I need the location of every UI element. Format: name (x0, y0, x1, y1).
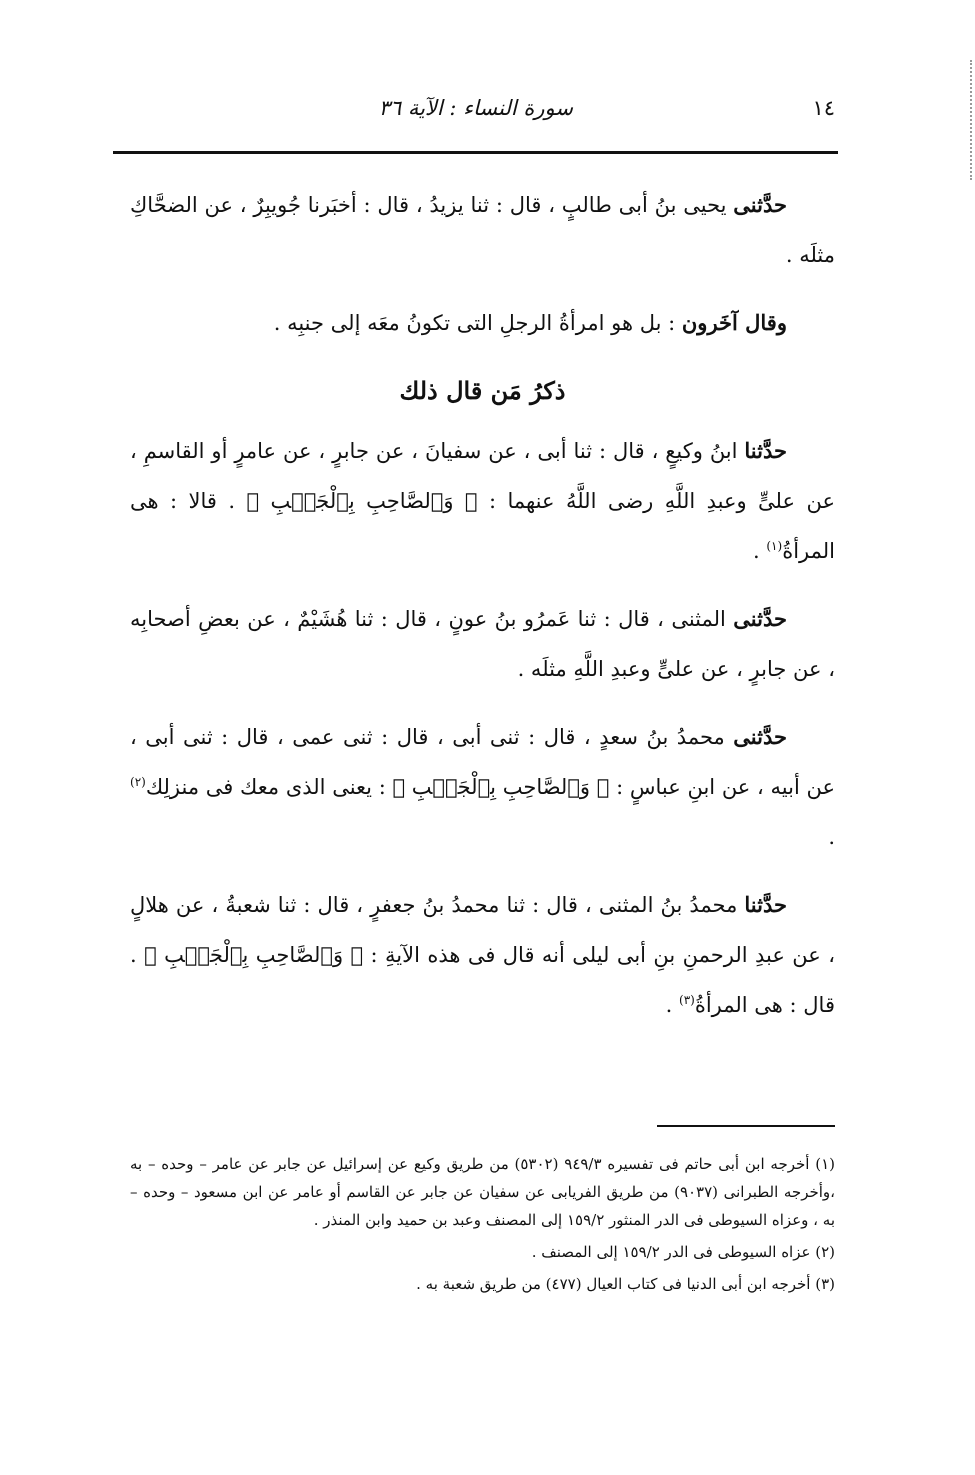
paragraph-lead: حدَّثنا (744, 892, 787, 917)
footnote: (٢) عزاه السيوطى فى الدر ١٥٩/٢ إلى المصنف . (531, 1243, 835, 1261)
paragraph (130, 594, 835, 694)
footnote-marker: (١) (766, 539, 783, 553)
quran-quote: ﴿ وَٱلصَّاحِبِ بِٱلْجَنۢبِ ﴾ (144, 943, 364, 967)
footnote-separator (657, 1125, 835, 1127)
quran-quote: ﴿ وَٱلصَّاحِبِ بِٱلْجَنۢبِ ﴾ (246, 489, 478, 513)
paragraph-text: محمدُ بنُ المثنى ، قال : ثنا محمدُ بنُ جعفرٍ ، قال : ثنا شعبةُ ، عن هلالٍ ، عن عبدِ الرحمنِ بنِ أبى ليلى أنه قال فى هذه الآيةِ : (130, 893, 836, 967)
paragraph-end: . (665, 993, 679, 1017)
scan-margin-artifact (964, 60, 972, 180)
running-title: سورة النساء : الآية ٣٦ (378, 96, 573, 120)
page-header (115, 92, 835, 132)
footnote: (٣) أخرجه ابن أبى الدنيا فى كتاب العيال (٤٧٧) من طريق شعبة به . (416, 1275, 835, 1293)
paragraph-lead: حدَّثنى (733, 192, 787, 217)
paragraph-lead: حدَّثنا (744, 438, 787, 463)
paragraph-text: . قالا : هى المرأةُ (130, 489, 835, 563)
footnote: (١) أخرجه ابن أبى حاتم فى تفسيره ٩٤٩/٣ (٥٣٠٢) من طريق وكيع عن إسرائيل عن جابر عن عامر – وحده – به ،وأخرجه الطبرانى (٩٠٣٧) من طريق الفريابى عن سفيان عن جابر عن القاسم أو عامر عن ابن مسعود – وحده – به ، وعزاه السيوطى فى الدر المنثور ١٥٩/٢ إلى المصنف وعبد بن حميد وابن المنذر . (130, 1155, 835, 1229)
paragraph (130, 180, 835, 280)
paragraph-lead: حدَّثنى (733, 606, 787, 631)
paragraph-text: . قال : هى المرأةُ (130, 943, 835, 1017)
header-rule (113, 151, 838, 154)
section-heading: ذكرُ مَن قال ذلك (399, 376, 566, 405)
footnotes (130, 1150, 835, 1302)
paragraph (130, 426, 835, 576)
quran-quote: ﴿ وَٱلصَّاحِبِ بِٱلْجَنۢبِ ﴾ (392, 775, 610, 799)
main-text (130, 180, 835, 1048)
paragraph-lead: حدَّثنى (733, 724, 787, 749)
footnote-marker: (٢) (130, 775, 146, 789)
paragraph-text: يحيى بنُ أبى طالبٍ ، قال : ثنا يزيدُ ، قال : أخبَرنا جُويبِرٌ ، عن الضحَّاكِ مثلَه . (130, 193, 835, 267)
paragraph (130, 712, 835, 862)
paragraph-text: ابنُ وكيعٍ ، قال : ثنا أبى ، عن سفيانَ ، عن جابرٍ ، عن عامرٍ أو القاسمِ ، عن علىٍّ وعبدِ اللَّهِ رضى اللَّهُ عنهما : (130, 439, 835, 513)
paragraph-text: محمدُ بنُ سعدٍ ، قال : ثنى أبى ، قال : ثنى عمى ، قال : ثنى أبى ، عن أبيه ، عن ابنِ عباسٍ : (130, 725, 836, 799)
paragraph-end: . (828, 825, 835, 849)
paragraph-text: : بل هو امرأةُ الرجلِ التى تكونُ معَه إلى جنبِه . (273, 311, 682, 335)
paragraph-end: . (753, 539, 767, 563)
page-number: ١٤ (812, 96, 835, 120)
paragraph (130, 298, 835, 348)
paragraph (130, 880, 835, 1030)
paragraph-text: : يعنى الذى معك فى منزلِك (145, 775, 393, 799)
paragraph-text: المثنى ، قال : ثنا عَمرُو بنُ عونٍ ، قال : ثنا هُشَيْمٌ ، عن بعضِ أصحابِه ، عن جابرٍ ، عن علىٍّ وعبدِ اللَّهِ مثلَه . (130, 607, 835, 681)
paragraph-lead: وقال آخَرون (681, 310, 787, 335)
footnote-marker: (٣) (679, 993, 695, 1007)
